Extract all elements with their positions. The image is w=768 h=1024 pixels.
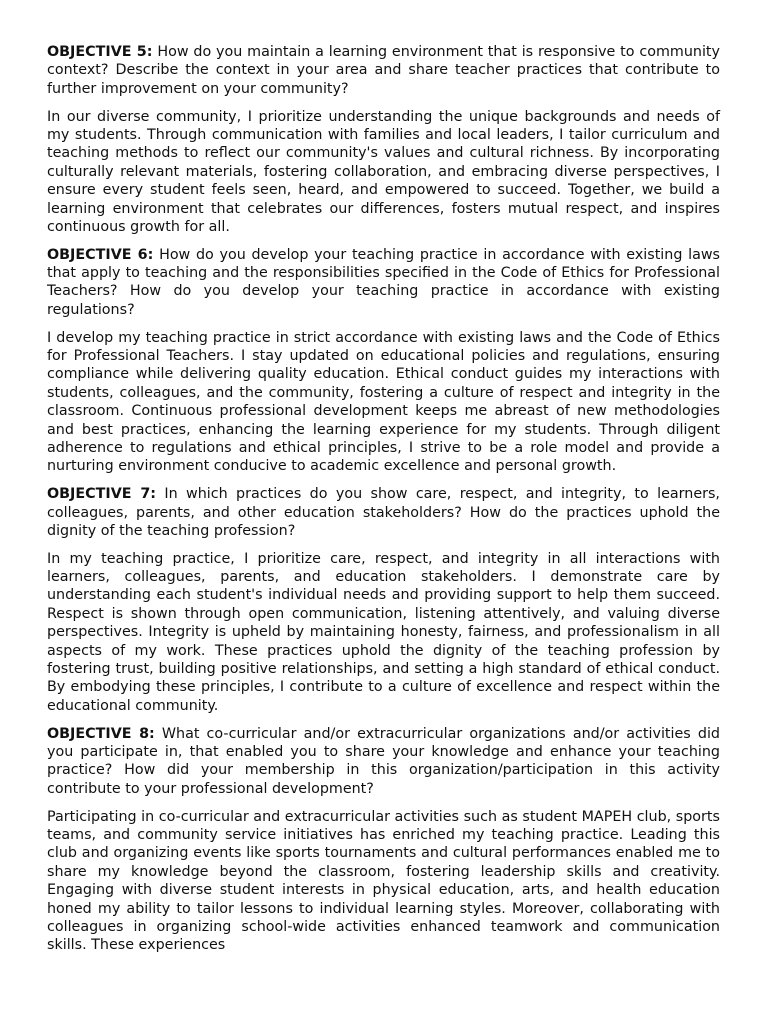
document-body (47, 43, 720, 964)
objective-5-question-text: How do you maintain a learning environment that is responsive to community context? Describe the context in your area and share teacher practices that contribute to further improvement on your community? (47, 44, 720, 97)
objective-6-answer: I develop my teaching practice in strict accordance with existing laws and the Code of Ethics for Professional Teachers. I stay updated on educational policies and regulations, ensuring compliance while delivering quality education. Ethical conduct guides my interactions with students, colleagues, and the community, fostering a culture of respect and integrity in the classroom. Continuous professional development keeps me abreast of new methodologies and best practices, enhancing the learning experience for my students. Through diligent adherence to regulations and ethical principles, I strive to be a role model and provide a nurturing environment conducive to academic excellence and personal growth. (47, 329, 720, 475)
objective-8-question (47, 725, 720, 799)
objective-7-question-text: In which practices do you show care, respect, and integrity, to learners, colleagues, parents, and other education stakeholders? How do the practices uphold the dignity of the teaching profession? (47, 486, 720, 539)
objective-5-answer: In our diverse community, I prioritize understanding the unique backgrounds and needs of my students. Through communication with families and local leaders, I tailor curriculum and teaching methods to reflect our community's values and cultural richness. By incorporating culturally relevant materials, fostering collaboration, and embracing diverse perspectives, I ensure every student feels seen, heard, and empowered to succeed. Together, we build a learning environment that celebrates our differences, fosters mutual respect, and inspires continuous growth for all. (47, 108, 720, 235)
objective-5-label: OBJECTIVE 5: (47, 44, 153, 60)
objective-6-question (47, 246, 720, 320)
objective-7-label: OBJECTIVE 7: (47, 486, 156, 503)
objective-6-question-text: How do you develop your teaching practice in accordance with existing laws that apply to teaching and the responsibilities specified in the Code of Ethics for Professional Teachers? How do you develop your teaching practice in accordance with existing regulations? (47, 246, 720, 318)
objective-6-label: OBJECTIVE 6: (47, 246, 154, 263)
objective-5-question (47, 43, 720, 98)
objective-8-answer: Participating in co-curricular and extracurricular activities such as student MAPEH club, sports teams, and community service initiatives has enriched my teaching practice. Leading this club and organizing events like sports tournaments and cultural performances enabled me to share my knowledge beyond the classroom, fostering leadership skills and creativity. Engaging with diverse student interests in physical education, arts, and health education honed my ability to tailor lessons to individual learning styles. Moreover, collaborating with colleagues in organizing school-wide activities enhanced teamwork and communication skills. These experiences (47, 808, 720, 954)
objective-8-label: OBJECTIVE 8: (47, 725, 155, 742)
objective-7-answer: In my teaching practice, I prioritize care, respect, and integrity in all interactions with learners, colleagues, parents, and education stakeholders. I demonstrate care by understanding each student's individual needs and providing support to help them succeed. Respect is shown through open communication, listening attentively, and valuing diverse perspectives. Integrity is upheld by maintaining honesty, fairness, and professionalism in all aspects of my work. These practices uphold the dignity of the teaching profession by fostering trust, building positive relationships, and setting a high standard of ethical conduct. By embodying these principles, I contribute to a culture of excellence and respect within the educational community. (47, 550, 720, 714)
objective-7-question (47, 485, 720, 540)
objective-8-question-text: What co-curricular and/or extracurricular organizations and/or activities did you participate in, that enabled you to share your knowledge and enhance your teaching practice? How did your membership in this organization/participation in this activity contribute to your professional development? (47, 725, 720, 797)
